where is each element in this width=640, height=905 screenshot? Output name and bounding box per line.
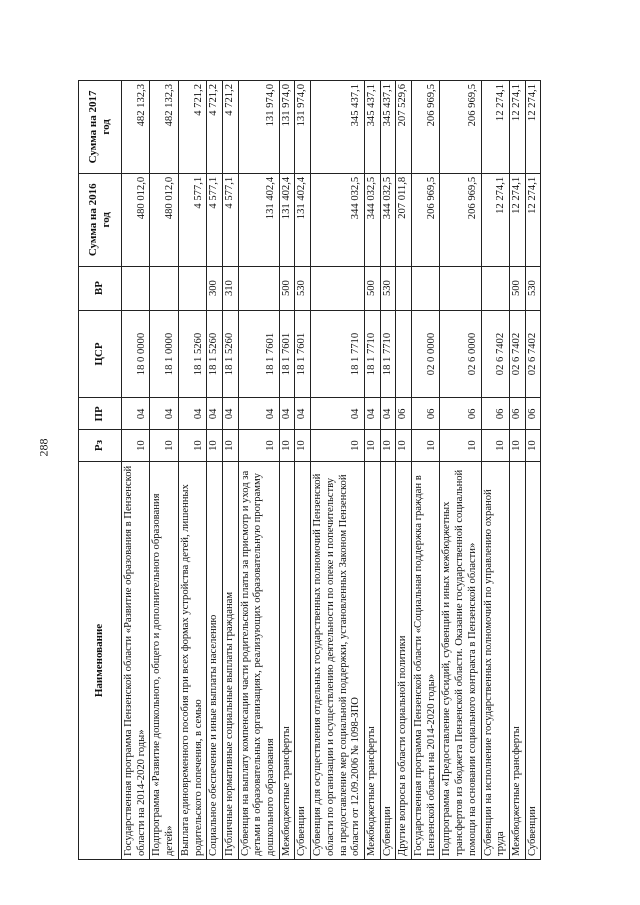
cell-name: Социальное обеспечение и иные выплаты населению — [207, 461, 223, 859]
header-name: Наименование — [79, 461, 122, 859]
cell-name: Государственная программа Пензенской области «Социальная поддержка граждан в Пензенской области на 2014-2020 годы» — [412, 461, 440, 859]
cell-vr — [412, 266, 440, 310]
cell-sum-2017: 345 437,1 — [364, 81, 380, 174]
table-row — [525, 81, 541, 860]
cell-csr: 02 6 7402 — [481, 310, 509, 398]
cell-name: Подпрограмма «Развитие дошкольного, общего и дополнительного образования детей» — [150, 461, 178, 859]
cell-sum-2016: 4 577,1 — [222, 173, 238, 266]
cell-sum-2017: 4 721,2 — [207, 81, 223, 174]
cell-vr: 530 — [380, 266, 396, 310]
cell-csr: 18 1 7601 — [295, 310, 311, 398]
cell-rz: 10 — [150, 430, 178, 462]
table-row — [122, 81, 150, 860]
cell-vr: 310 — [222, 266, 238, 310]
cell-sum-2017: 207 529,6 — [396, 81, 412, 174]
cell-sum-2017: 482 132,3 — [122, 81, 150, 174]
cell-name: Выплата единовременного пособия при всех формах устройства детей, лишенных родительского попечения, в семью — [178, 461, 206, 859]
cell-vr — [396, 266, 412, 310]
table-row — [380, 81, 396, 860]
cell-vr — [178, 266, 206, 310]
cell-vr — [150, 266, 178, 310]
cell-name: Межбюджетные трансферты — [279, 461, 295, 859]
cell-vr — [122, 266, 150, 310]
cell-name: Субвенции — [525, 461, 541, 859]
cell-name: Подпрограмма «Предоставление субсидий, субвенций и иных межбюджетных трансфертов из бюджета Пензенской области. Оказание государственной социальной помощи на основании социального контракта в Пензенской области» — [440, 461, 481, 859]
cell-csr: 18 1 5260 — [178, 310, 206, 398]
cell-sum-2017: 12 274,1 — [481, 81, 509, 174]
cell-rz: 10 — [364, 430, 380, 462]
cell-name: Другие вопросы в области социальной политики — [396, 461, 412, 859]
cell-sum-2016: 344 032,5 — [311, 173, 365, 266]
table-row — [311, 81, 365, 860]
cell-pr: 06 — [412, 398, 440, 430]
table-body — [122, 81, 541, 860]
budget-table — [78, 80, 541, 860]
page-number: 288 — [36, 438, 51, 457]
table-header-row — [79, 81, 122, 860]
table-row — [178, 81, 206, 860]
header-csr: ЦСР — [79, 310, 122, 398]
cell-sum-2016: 12 274,1 — [525, 173, 541, 266]
table-row — [481, 81, 509, 860]
cell-csr: 18 1 5260 — [207, 310, 223, 398]
cell-pr: 04 — [122, 398, 150, 430]
cell-rz: 10 — [279, 430, 295, 462]
cell-sum-2016: 206 969,5 — [412, 173, 440, 266]
cell-sum-2016: 480 012,0 — [122, 173, 150, 266]
cell-name: Субвенция для осуществления отдельных государственных полномочий Пензенской области по организации и осуществлению деятельности по опеке и попечительству на предоставление мер социальной поддержки, установленных Законом Пензенской области от 12.09.2006 № 1098-ЗПО — [311, 461, 365, 859]
cell-pr: 04 — [207, 398, 223, 430]
cell-csr: 18 1 7710 — [380, 310, 396, 398]
cell-sum-2017: 4 721,2 — [178, 81, 206, 174]
cell-sum-2016: 12 274,1 — [481, 173, 509, 266]
table-row — [279, 81, 295, 860]
cell-name: Субвенции — [295, 461, 311, 859]
cell-pr: 04 — [311, 398, 365, 430]
cell-csr: 18 1 7710 — [311, 310, 365, 398]
header-vr: ВР — [79, 266, 122, 310]
cell-sum-2016: 344 032,5 — [364, 173, 380, 266]
cell-vr — [440, 266, 481, 310]
cell-pr: 04 — [380, 398, 396, 430]
cell-rz: 10 — [238, 430, 279, 462]
cell-name: Государственная программа Пензенской области «Развитие образования в Пензенской области на 2014-2020 годы» — [122, 461, 150, 859]
cell-rz: 10 — [295, 430, 311, 462]
header-sum-2016: Сумма на 2016 год — [79, 173, 122, 266]
cell-rz: 10 — [178, 430, 206, 462]
cell-sum-2017: 131 974,0 — [238, 81, 279, 174]
table-row — [222, 81, 238, 860]
cell-name: Субвенции — [380, 461, 396, 859]
cell-pr: 06 — [396, 398, 412, 430]
cell-rz: 10 — [311, 430, 365, 462]
cell-pr: 06 — [440, 398, 481, 430]
cell-sum-2017: 131 974,0 — [279, 81, 295, 174]
table-row — [509, 81, 525, 860]
cell-sum-2016: 4 577,1 — [207, 173, 223, 266]
table-row — [295, 81, 311, 860]
cell-sum-2017: 345 437,1 — [380, 81, 396, 174]
cell-sum-2016: 480 012,0 — [150, 173, 178, 266]
cell-pr: 06 — [525, 398, 541, 430]
cell-vr: 500 — [364, 266, 380, 310]
cell-sum-2016: 131 402,4 — [279, 173, 295, 266]
cell-name: Межбюджетные трансферты — [364, 461, 380, 859]
table-row — [238, 81, 279, 860]
header-rz: Рз — [79, 430, 122, 462]
cell-rz: 10 — [525, 430, 541, 462]
cell-pr: 04 — [295, 398, 311, 430]
cell-csr: 02 6 0000 — [440, 310, 481, 398]
cell-vr — [311, 266, 365, 310]
cell-vr: 500 — [279, 266, 295, 310]
cell-sum-2017: 345 437,1 — [311, 81, 365, 174]
cell-sum-2017: 206 969,5 — [440, 81, 481, 174]
cell-pr: 04 — [364, 398, 380, 430]
cell-rz: 10 — [396, 430, 412, 462]
cell-rz: 10 — [509, 430, 525, 462]
cell-rz: 10 — [412, 430, 440, 462]
cell-sum-2016: 131 402,4 — [238, 173, 279, 266]
cell-csr: 02 0 0000 — [412, 310, 440, 398]
cell-pr: 06 — [509, 398, 525, 430]
cell-vr — [481, 266, 509, 310]
cell-pr: 04 — [150, 398, 178, 430]
cell-vr — [238, 266, 279, 310]
cell-rz: 10 — [440, 430, 481, 462]
cell-name: Публичные нормативные социальные выплаты гражданам — [222, 461, 238, 859]
cell-pr: 04 — [279, 398, 295, 430]
cell-sum-2017: 4 721,2 — [222, 81, 238, 174]
cell-rz: 10 — [481, 430, 509, 462]
cell-sum-2016: 4 577,1 — [178, 173, 206, 266]
cell-sum-2016: 206 969,5 — [440, 173, 481, 266]
cell-vr: 530 — [295, 266, 311, 310]
header-pr: ПР — [79, 398, 122, 430]
cell-csr: 18 1 7710 — [364, 310, 380, 398]
header-sum-2017: Сумма на 2017 год — [79, 81, 122, 174]
table-row — [412, 81, 440, 860]
cell-sum-2017: 12 274,1 — [509, 81, 525, 174]
cell-csr: 18 1 7601 — [279, 310, 295, 398]
rotated-table-wrapper — [78, 80, 538, 860]
cell-sum-2016: 207 011,8 — [396, 173, 412, 266]
cell-name: Субвенции на исполнение государственных полномочий по управлению охраной труда — [481, 461, 509, 859]
cell-csr: 18 1 5260 — [222, 310, 238, 398]
cell-sum-2017: 12 274,1 — [525, 81, 541, 174]
cell-csr: 02 6 7402 — [509, 310, 525, 398]
cell-rz: 10 — [122, 430, 150, 462]
cell-sum-2016: 344 032,5 — [380, 173, 396, 266]
cell-csr: 18 0 0000 — [122, 310, 150, 398]
cell-vr: 300 — [207, 266, 223, 310]
cell-pr: 04 — [222, 398, 238, 430]
cell-vr: 500 — [509, 266, 525, 310]
table-row — [364, 81, 380, 860]
table-row — [440, 81, 481, 860]
cell-csr — [396, 310, 412, 398]
cell-name: Субвенция на выплату компенсации части родительской платы за присмотр и уход за детьми в образовательных организациях, реализующих образовательную программу дошкольного образования — [238, 461, 279, 859]
cell-csr: 02 6 7402 — [525, 310, 541, 398]
cell-pr: 04 — [238, 398, 279, 430]
cell-sum-2017: 131 974,0 — [295, 81, 311, 174]
cell-csr: 18 1 7601 — [238, 310, 279, 398]
cell-pr: 04 — [178, 398, 206, 430]
cell-csr: 18 1 0000 — [150, 310, 178, 398]
cell-pr: 06 — [481, 398, 509, 430]
cell-rz: 10 — [380, 430, 396, 462]
cell-sum-2016: 12 274,1 — [509, 173, 525, 266]
table-row — [150, 81, 178, 860]
cell-sum-2017: 482 132,3 — [150, 81, 178, 174]
table-row — [396, 81, 412, 860]
cell-rz: 10 — [207, 430, 223, 462]
cell-vr: 530 — [525, 266, 541, 310]
cell-sum-2016: 131 402,4 — [295, 173, 311, 266]
cell-name: Межбюджетные трансферты — [509, 461, 525, 859]
cell-rz: 10 — [222, 430, 238, 462]
table-row — [207, 81, 223, 860]
cell-sum-2017: 206 969,5 — [412, 81, 440, 174]
